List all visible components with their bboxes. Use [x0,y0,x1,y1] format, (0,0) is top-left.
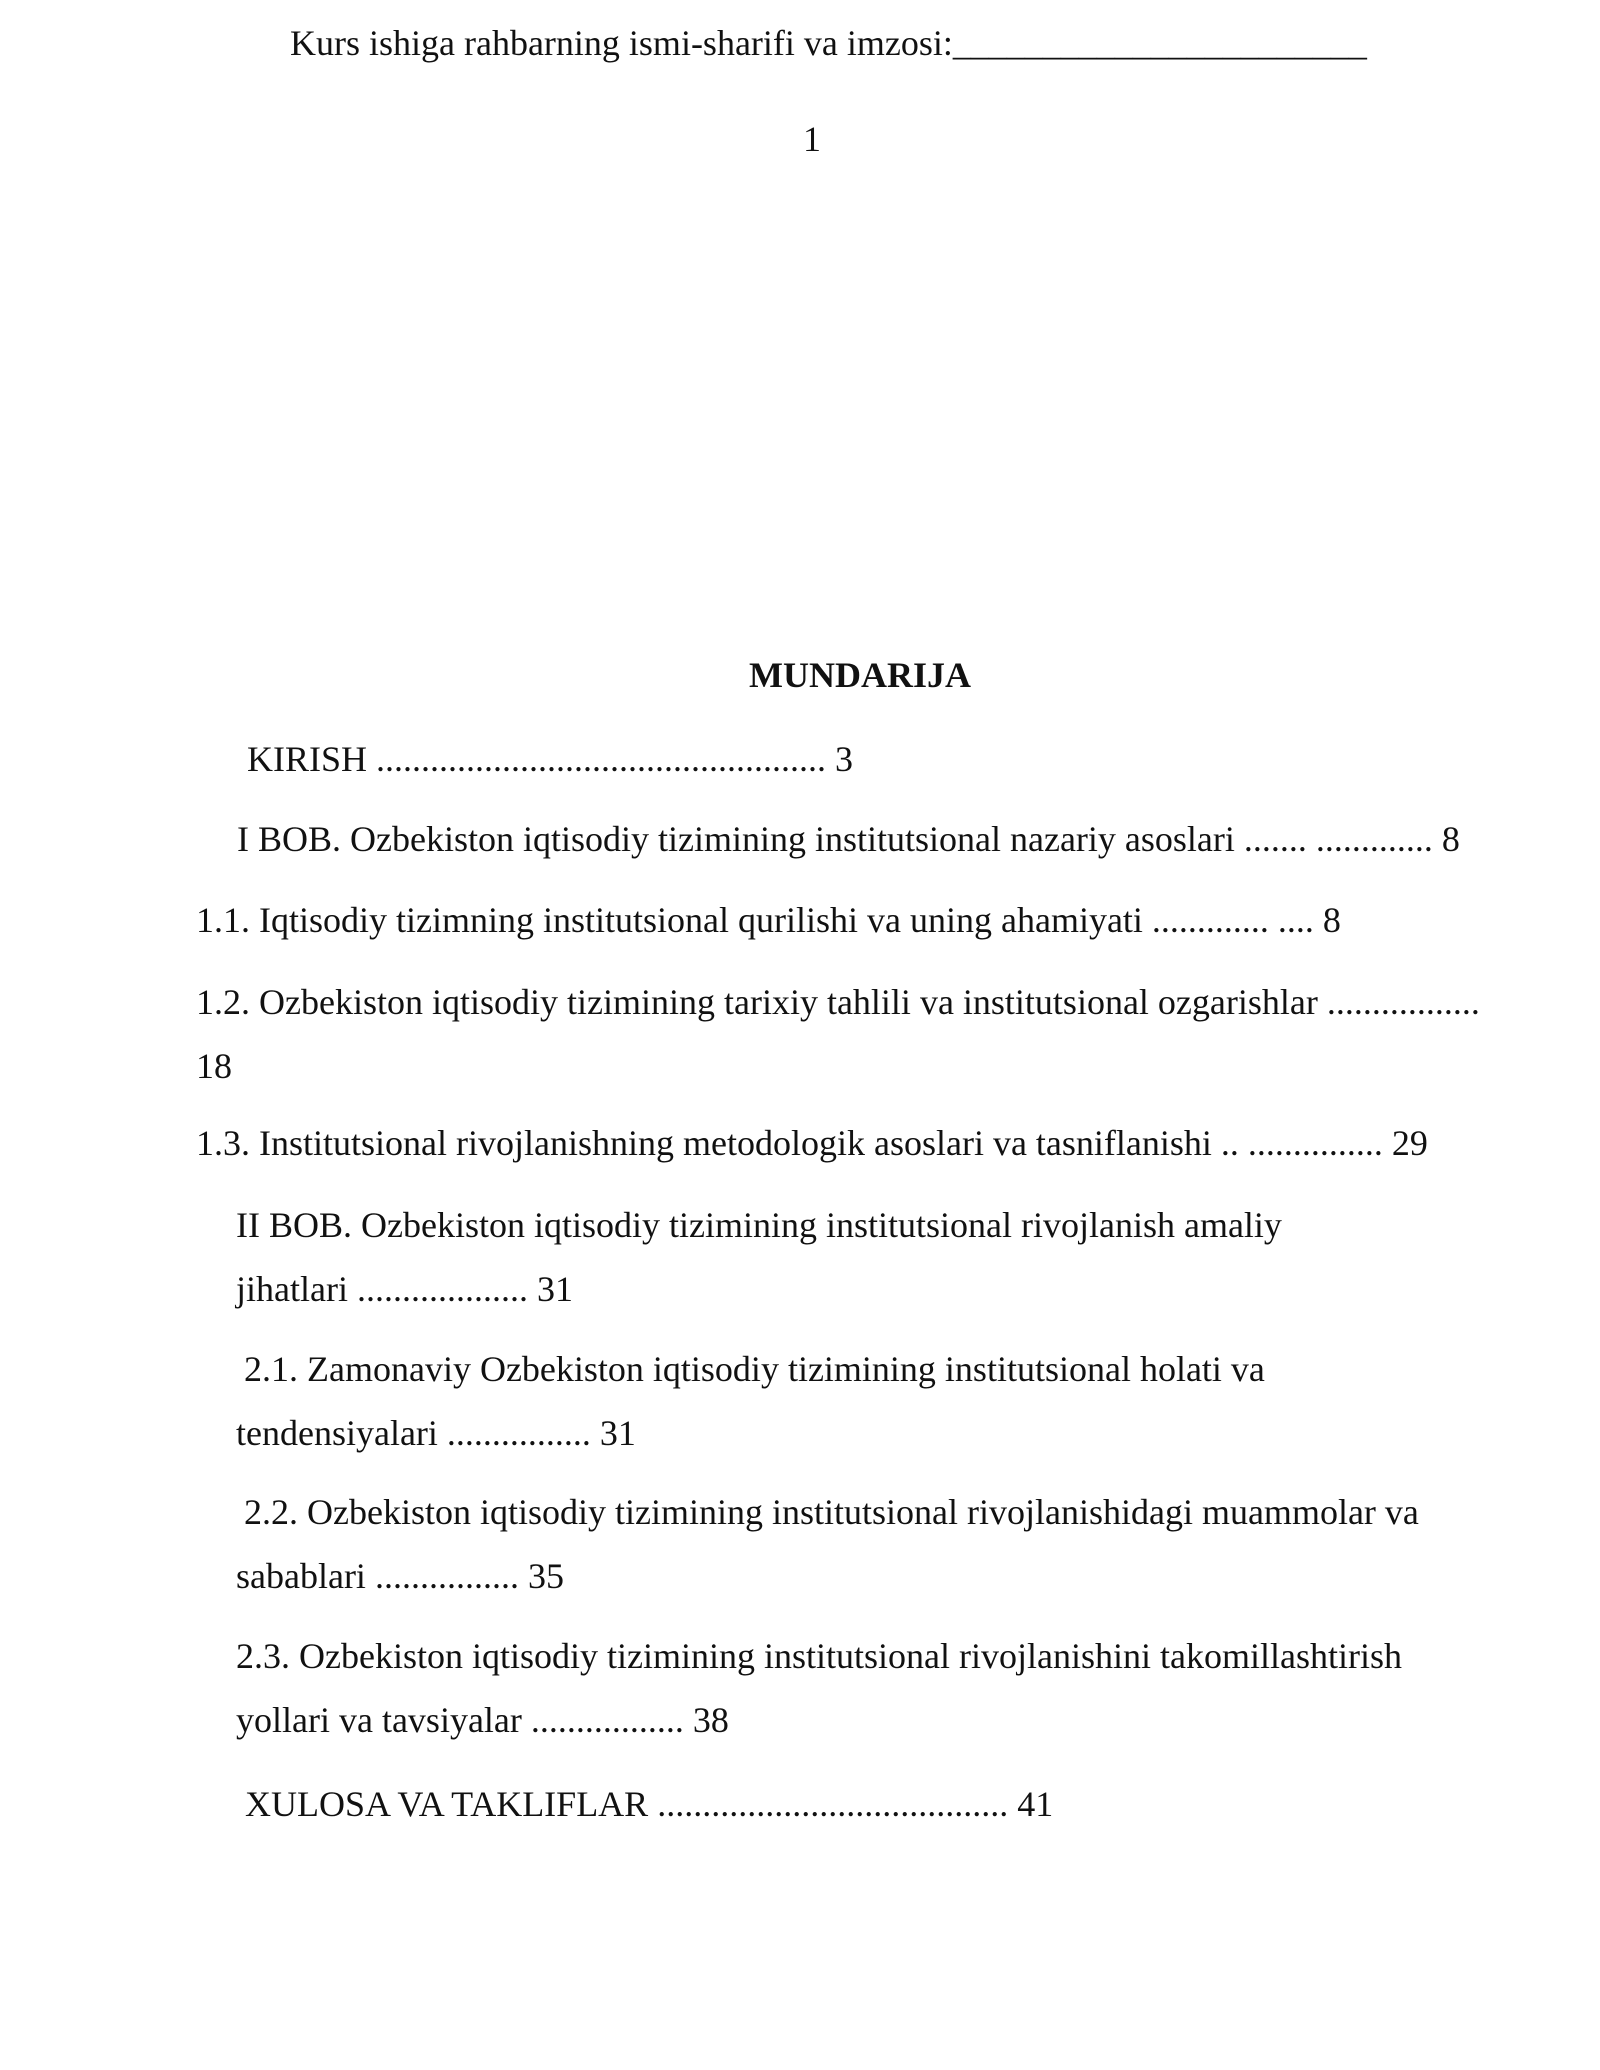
supervisor-signature-line: Kurs ishiga rahbarning ismi-sharifi va imzosi:_______________________ [290,23,1367,63]
toc-entry-1-1: 1.1. Iqtisodiy tizimning institutsional qurilishi va uning ahamiyati ............. .... 8 [196,900,1341,940]
toc-entry-chapter-1: I BOB. Ozbekiston iqtisodiy tizimining institutsional nazariy asoslari ....... ............. 8 [237,819,1460,859]
toc-entry-2-1: 2.1. Zamonaviy Ozbekiston iqtisodiy tizimining institutsional holati va tendensiyalari ................ 31 [236,1349,1265,1453]
toc-entry-chapter-2: II BOB. Ozbekiston iqtisodiy tizimining institutsional rivojlanish amaliy jihatlari ................... 31 [236,1205,1282,1309]
page-number: 1 [803,119,821,159]
toc-entry-2-3: 2.3. Ozbekiston iqtisodiy tizimining institutsional rivojlanishini takomillashtirish yollari va tavsiyalar ................. 38 [236,1636,1402,1740]
toc-title: MUNDARIJA [749,655,971,695]
toc-entry-1-2: 1.2. Ozbekiston iqtisodiy tizimining tarixiy tahlili va institutsional ozgarishlar ................. 18 [196,982,1480,1086]
toc-entry-2-2: 2.2. Ozbekiston iqtisodiy tizimining institutsional rivojlanishidagi muammolar va sabablari ................ 35 [236,1492,1419,1596]
toc-entry-1-3: 1.3. Institutsional rivojlanishning metodologik asoslari va tasniflanishi .. ............... 29 [196,1123,1428,1163]
toc-entry-conclusion: XULOSA VA TAKLIFLAR ....................................... 41 [245,1784,1054,1824]
toc-entry-introduction: KIRISH .................................................. 3 [247,739,854,779]
